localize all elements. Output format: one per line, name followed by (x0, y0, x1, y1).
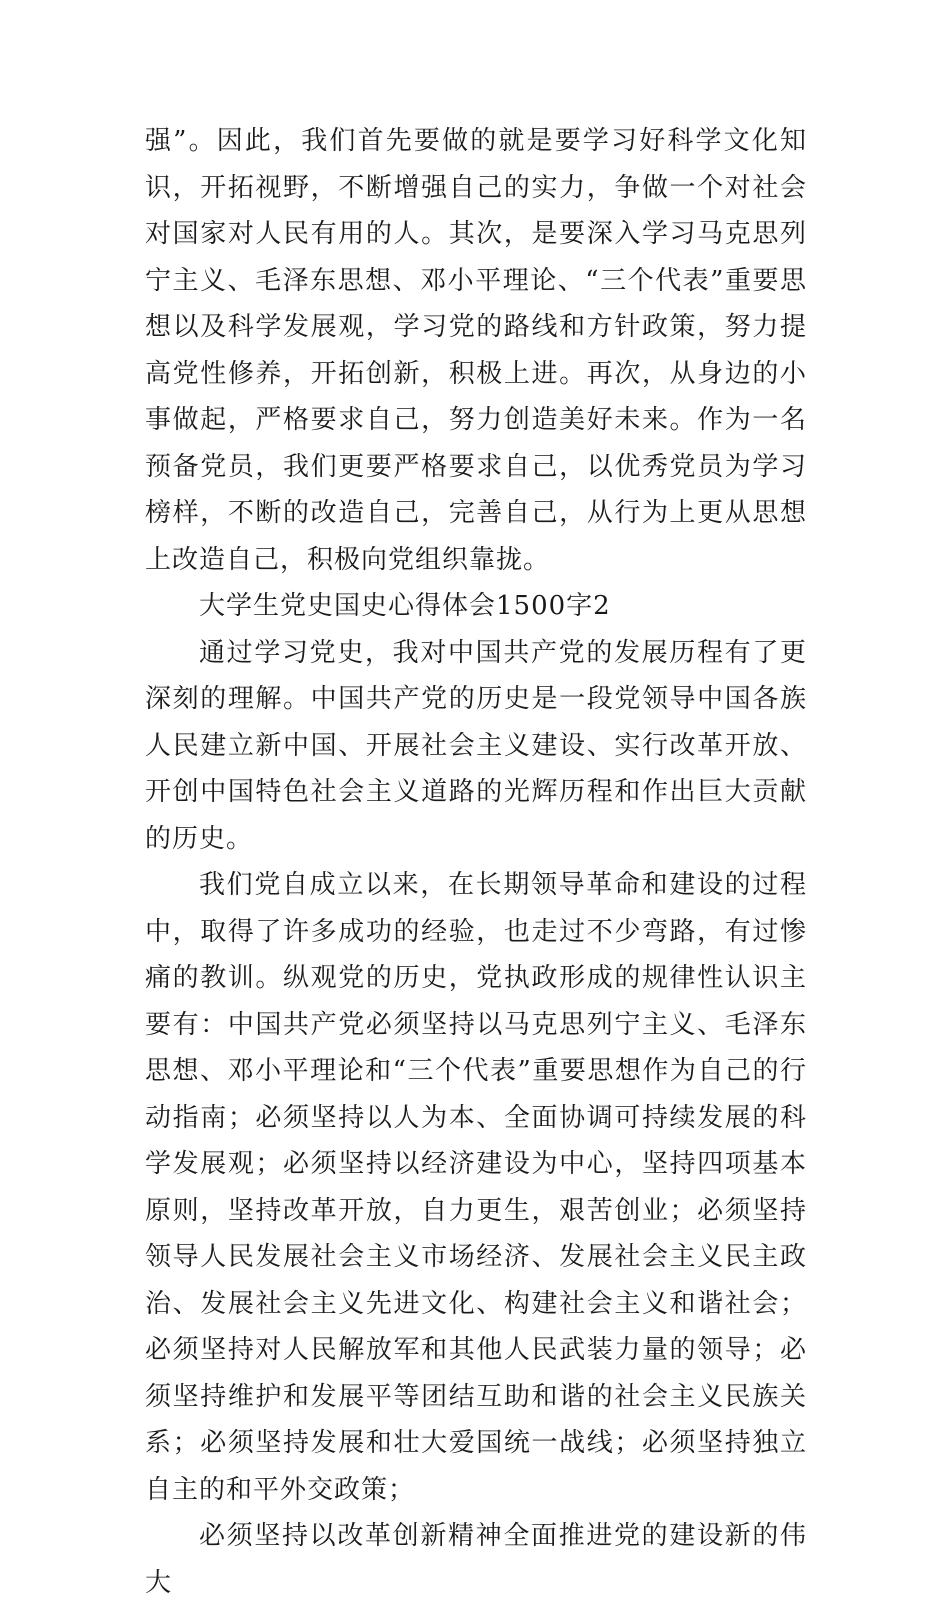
paragraph-lessons: 我们党自成立以来，在长期领导革命和建设的过程中，取得了许多成功的经验，也走过不少弯路，有过惨痛的教训。纵观党的历史，党执政形成的规律性认识主要有：中国共产党必须坚持以马克思列宁主义、毛泽东思想、邓小平理论和“三个代表”重要思想作为自己的行动指南；必须坚持以人为本、全面协调可持续发展的科学发展观；必须坚持以经济建设为中心，坚持四项基本原则，坚持改革开放，自力更生，艰苦创业；必须坚持领导人民发展社会主义市场经济、发展社会主义民主政治、发展社会主义先进文化、构建社会主义和谐社会；必须坚持对人民解放军和其他人民武装力量的领导；必须坚持维护和发展平等团结互助和谐的社会主义民族关系；必须坚持发展和壮大爱国统一战线；必须坚持独立自主的和平外交政策； (145, 870, 807, 1505)
paragraph-reform: 必须坚持以改革创新精神全面推进党的建设新的伟大 (145, 1521, 807, 1598)
document-body (145, 118, 807, 1606)
paragraph-continuation: 强”。因此，我们首先要做的就是要学习好科学文化知识，开拓视野，不断增强自己的实力，争做一个对社会对国家对人民有用的人。其次，是要深入学习马克思列宁主义、毛泽东思想、邓小平理论、“三个代表”重要思想以及科学发展观，学习党的路线和方针政策，努力提高党性修养，开拓创新，积极上进。再次，从身边的小事做起，严格要求自己，努力创造美好未来。作为一名预备党员，我们更要严格要求自己，以优秀党员为学习榜样，不断的改造自己，完善自己，从行为上更从思想上改造自己，积极向党组织靠拢。 (145, 126, 807, 575)
section-heading: 大学生党史国史心得体会1500字2 (199, 591, 611, 621)
paragraph-party-history: 通过学习党史，我对中国共产党的发展历程有了更深刻的理解。中国共产党的历史是一段党领导中国各族人民建立新中国、开展社会主义建设、实行改革开放、开创中国特色社会主义道路的光辉历程和作出巨大贡献的历史。 (145, 637, 807, 854)
